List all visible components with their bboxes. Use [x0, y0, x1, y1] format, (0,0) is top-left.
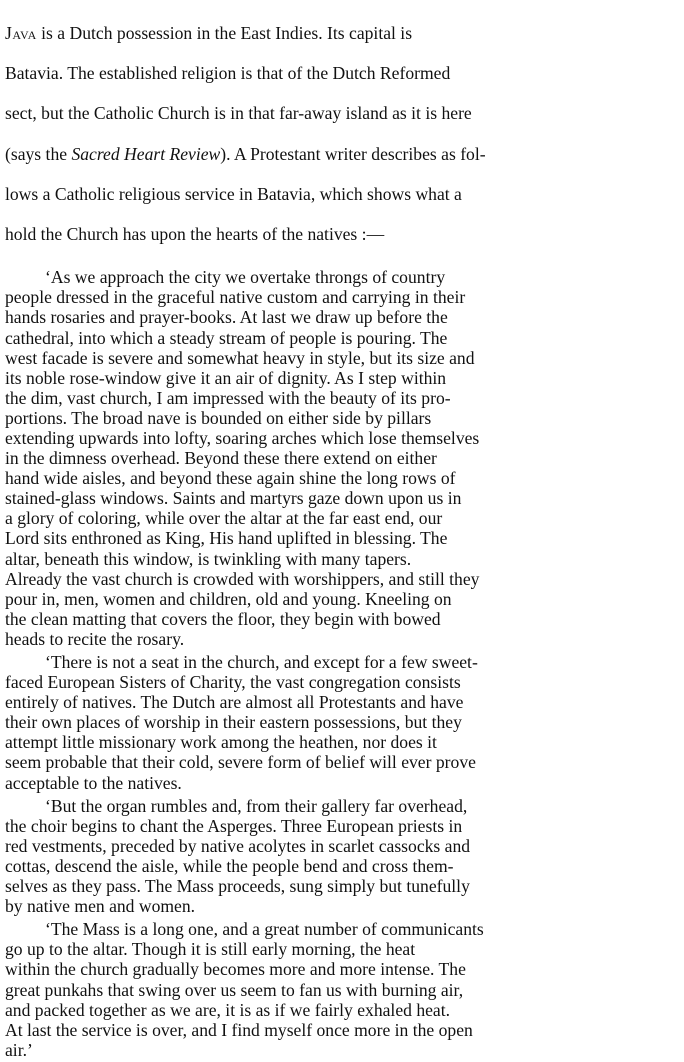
quote3-line: red vestments, preceded by native acolytes in scarlet cassocks and [5, 835, 471, 856]
quote3-line: the choir begins to chant the Asperges. Three European priests in [5, 815, 463, 836]
lead-line-2: Batavia. The established religion is that of the Dutch Reformed [5, 63, 451, 84]
quote4-line: ‘The Mass is a long one, and a great number of communicants [45, 919, 484, 940]
quote1-line: Lord sits enthroned as King, His hand uplifted in blessing. The [5, 528, 448, 549]
quote1-line: the dim, vast church, I am impressed with the beauty of its pro- [5, 387, 451, 408]
quote4-line: and packed together as we are, it is as if we fairly exhaled heat. [5, 999, 451, 1020]
quote4-line: go up to the altar. Though it is still early morning, the heat [5, 939, 416, 960]
article-page [5, 3, 681, 1062]
quote3-line: selves as they pass. The Mass proceeds, sung simply but tunefully [5, 876, 470, 897]
quote3-line: by native men and women. [5, 896, 196, 917]
quote1-line: hand wide aisles, and beyond these again shine the long rows of [5, 468, 456, 489]
lead-line-3: sect, but the Catholic Church is in that far-away island as it is here [5, 103, 472, 124]
lead-line-6: hold the Church has upon the hearts of the natives :— [5, 224, 385, 245]
quote3-line: cottas, descend the aisle, while the people bend and cross them- [5, 855, 454, 876]
source-citation: Sacred Heart Review [71, 143, 221, 164]
quote4-line: At last the service is over, and I find myself once more in the open [5, 1019, 473, 1040]
quote1-line: stained-glass windows. Saints and martyrs gaze down upon us in [5, 488, 462, 509]
lead-line-4: (says the Sacred Heart Review). A Protestant writer describes as fol- [5, 143, 486, 164]
lead-line-1: Java is a Dutch possession in the East Indies. Its capital is [5, 23, 413, 44]
quote1-line: portions. The broad nave is bounded on either side by pillars [5, 407, 432, 428]
quote2-line: their own places of worship in their eastern possessions, but they [5, 712, 462, 733]
quote1-line: hands rosaries and prayer-books. At last we draw up before the [5, 307, 448, 328]
quote1-line: in the dimness overhead. Beyond these there extend on either [5, 448, 437, 469]
quote1-line: heads to recite the rosary. [5, 628, 185, 649]
lead-line-5: lows a Catholic religious service in Batavia, which shows what a [5, 183, 462, 204]
quote-paragraph-3 [5, 796, 681, 917]
quote4-line: air.’ [5, 1039, 33, 1060]
quote2-line: faced European Sisters of Charity, the vast congregation consists [5, 672, 461, 693]
quote1-line: extending upwards into lofty, soaring arches which lose themselves [5, 427, 480, 448]
quote1-line: people dressed in the graceful native custom and carrying in their [5, 287, 466, 308]
quote3-line: ‘But the organ rumbles and, from their gallery far overhead, [45, 795, 468, 816]
quote1-line: Already the vast church is crowded with worshippers, and still they [5, 568, 480, 589]
quote-paragraph-2 [5, 652, 681, 793]
lead-initial-word: Java [5, 23, 37, 44]
quote1-line: the clean matting that covers the floor, they begin with bowed [5, 608, 441, 629]
quote4-line: great punkahs that swing over us seem to fan us with burning air, [5, 979, 464, 1000]
quote4-line: within the church gradually becomes more and more intense. The [5, 959, 466, 980]
quote2-line: acceptable to the natives. [5, 772, 182, 793]
quote2-line: seem probable that their cold, severe form of belief will ever prove [5, 752, 476, 773]
quote-paragraph-4 [5, 919, 681, 1060]
quote1-line: its noble rose-window give it an air of dignity. As I step within [5, 367, 447, 388]
quote1-line: a glory of coloring, while over the altar at the far east end, our [5, 508, 443, 529]
quote1-line: pour in, men, women and children, old and young. Kneeling on [5, 588, 452, 609]
quote1-line: ‘As we approach the city we overtake throngs of country [45, 267, 446, 288]
quote-paragraph-1 [5, 267, 681, 649]
quote2-line: ‘There is not a seat in the church, and except for a few sweet- [45, 652, 478, 672]
quote1-line: cathedral, into which a steady stream of people is pouring. The [5, 327, 448, 348]
quote2-line: attempt little missionary work among the heathen, nor does it [5, 732, 437, 753]
lead-paragraph [5, 3, 681, 264]
quote1-line: west facade is severe and somewhat heavy in style, but its size and [5, 347, 475, 368]
quote1-line: altar, beneath this window, is twinkling with many tapers. [5, 548, 412, 569]
quote2-line: entirely of natives. The Dutch are almost all Protestants and have [5, 692, 464, 713]
